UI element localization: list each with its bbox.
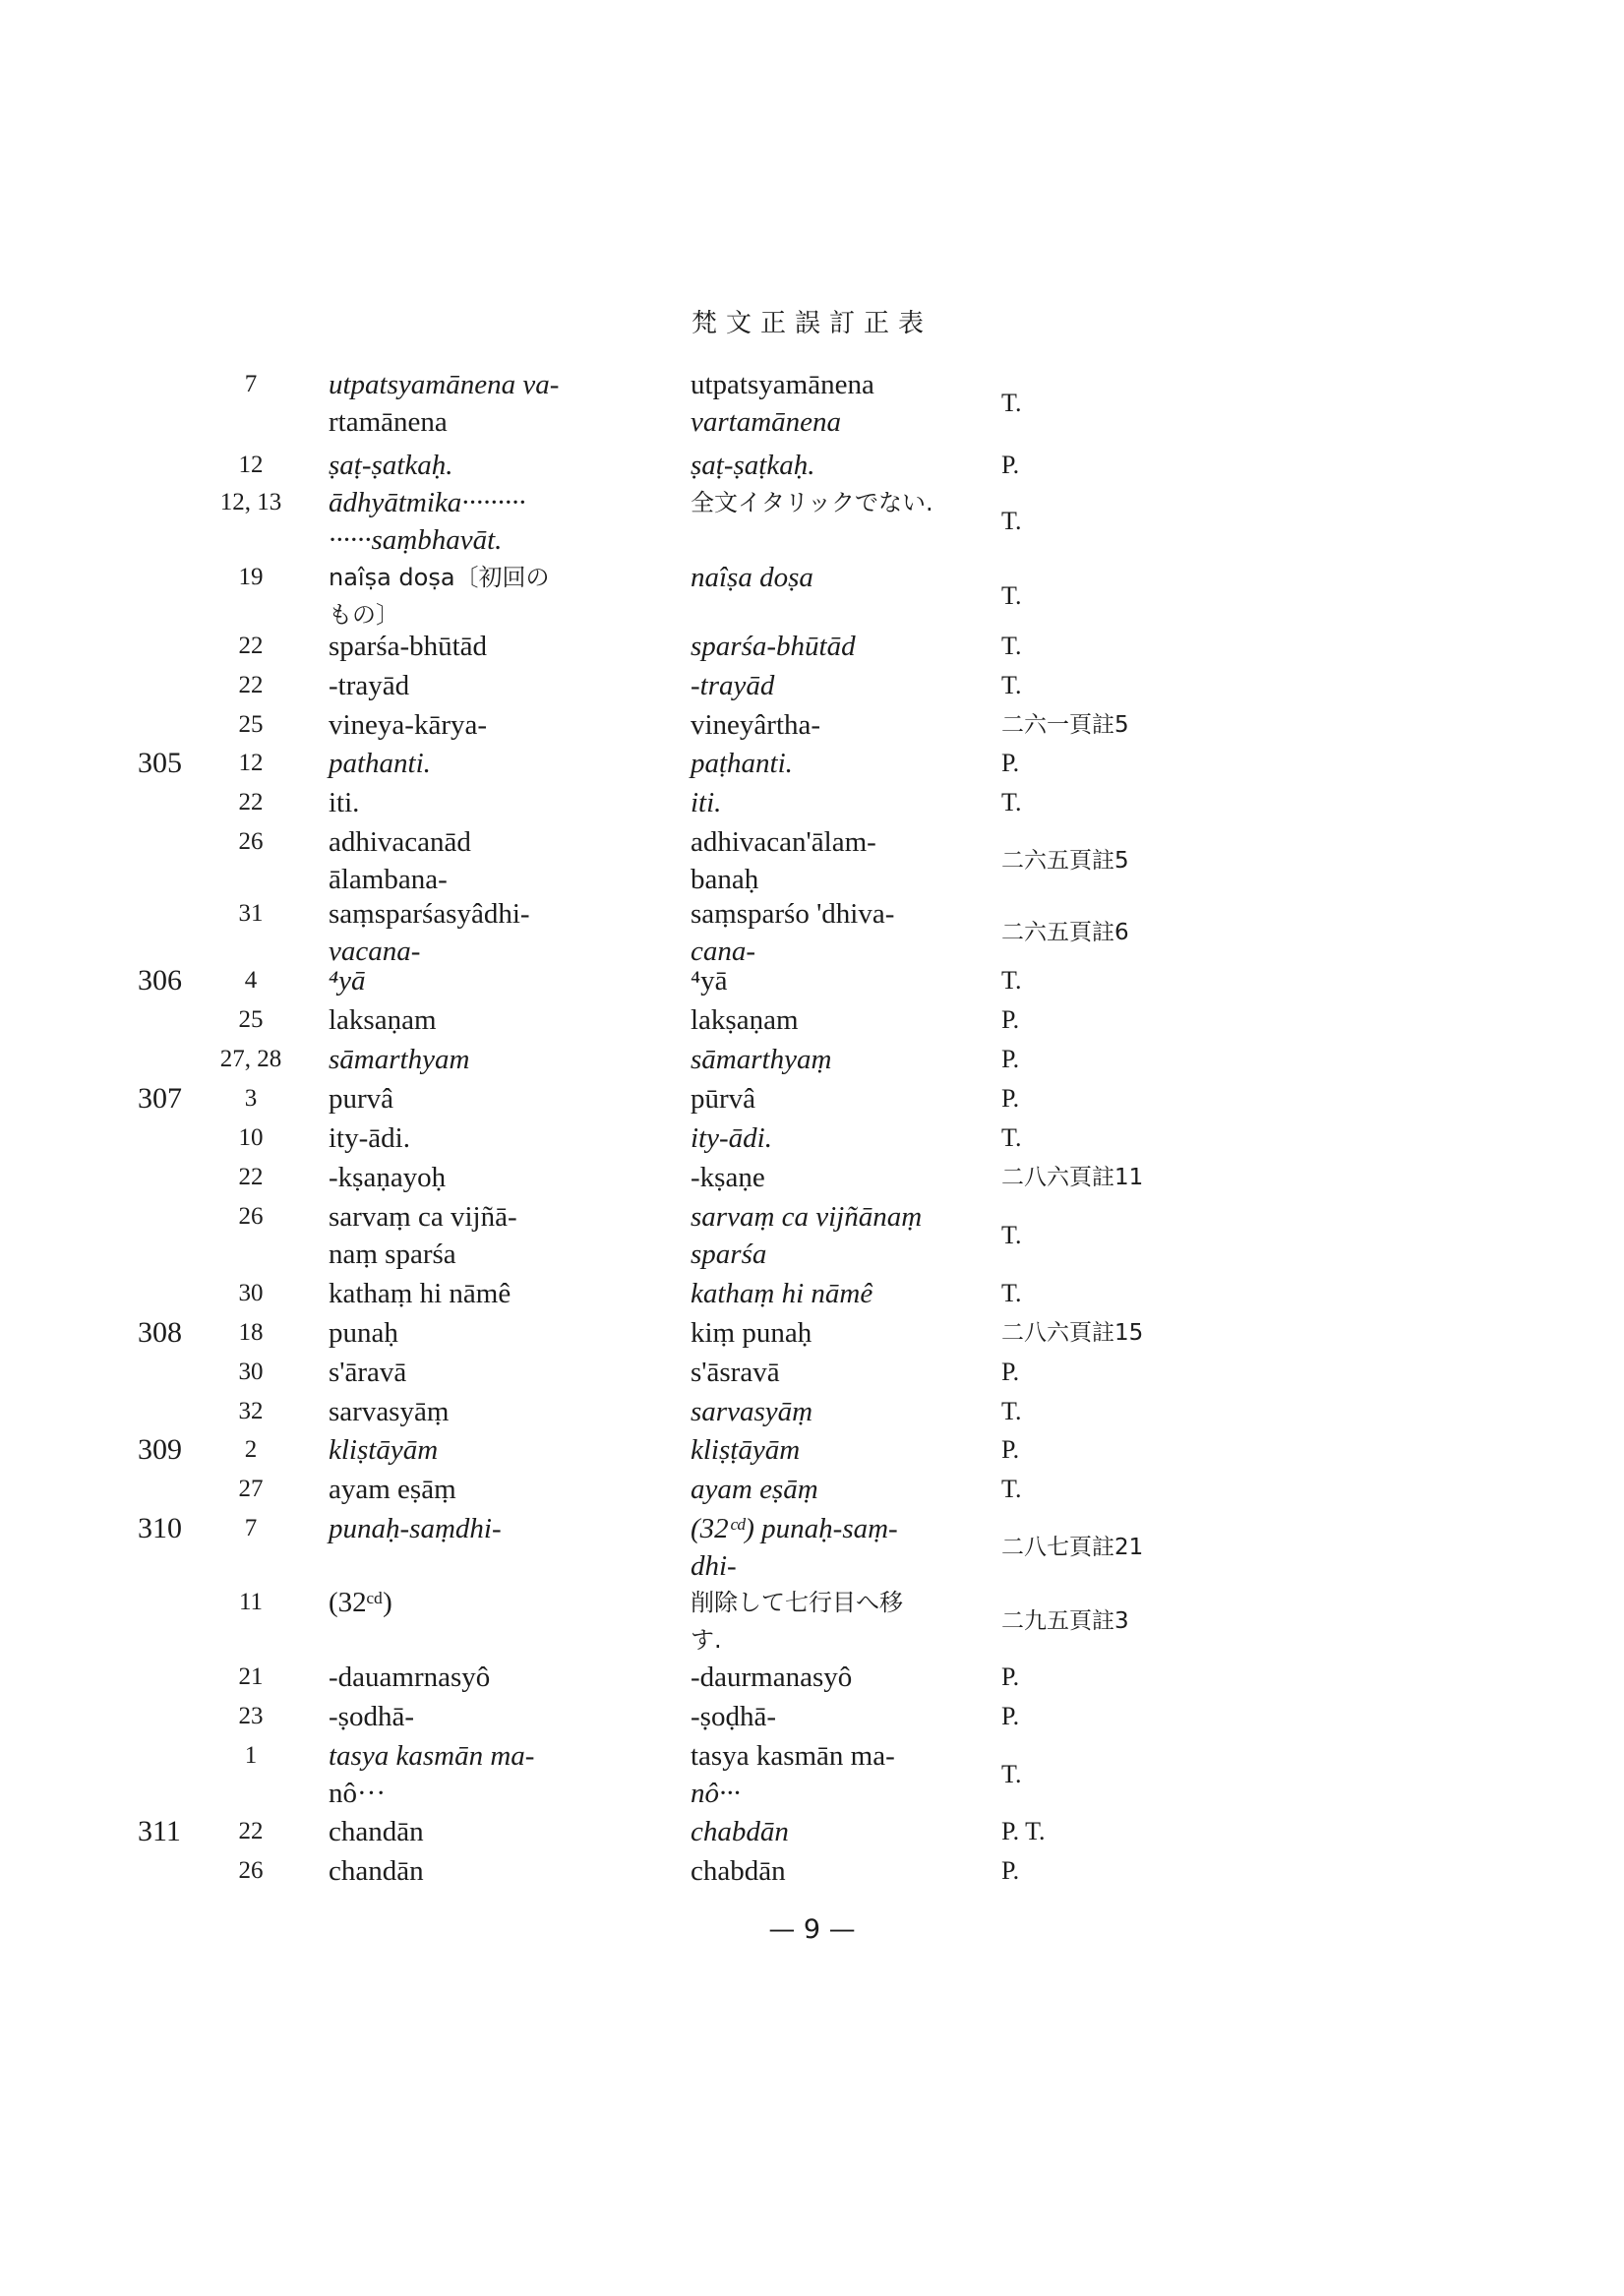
correct-text-line: ṣaṭ-ṣaṭkaḥ. <box>691 450 815 481</box>
line-ref: 22 <box>238 1818 264 1844</box>
page-ref: 311 <box>138 1815 181 1847</box>
wrong-text-line: chandān <box>329 1816 424 1847</box>
correct-text <box>691 447 986 484</box>
correct-text <box>691 667 986 704</box>
correct-text <box>691 1698 986 1735</box>
wrong-text-line: sāmarthyam <box>329 1044 470 1075</box>
source-ref: T. <box>1001 1123 1022 1152</box>
correct-text <box>691 895 986 970</box>
line-ref: 19 <box>238 564 264 590</box>
line-ref: 4 <box>244 967 258 994</box>
page-ref: 306 <box>138 964 182 997</box>
correct-text <box>691 1852 986 1890</box>
errata-row <box>0 1080 1624 1118</box>
errata-row <box>0 1001 1624 1039</box>
errata-row <box>0 784 1624 821</box>
line-ref: 7 <box>244 371 258 397</box>
line-ref: 12 <box>238 452 264 478</box>
wrong-text-line: chandān <box>329 1855 424 1887</box>
wrong-text <box>329 1698 653 1735</box>
line-ref: 11 <box>238 1589 264 1615</box>
wrong-text <box>329 706 653 744</box>
correct-text-line: tasya kasmān ma- <box>691 1740 895 1772</box>
page-number: — 9 — <box>768 1914 856 1945</box>
correct-text <box>691 1159 986 1196</box>
line-ref: 25 <box>238 711 264 738</box>
correct-text-line: 全文イタリックでない. <box>691 489 933 516</box>
wrong-text-line: saṃsparśasyâdhi- <box>329 898 530 930</box>
line-ref: 31 <box>238 900 264 927</box>
errata-row <box>0 1852 1624 1890</box>
correct-text <box>691 366 986 441</box>
source-ref: 二八六頁註15 <box>1001 1320 1144 1346</box>
line-ref: 30 <box>238 1280 264 1306</box>
correct-text-line: kliṣṭāyām <box>691 1434 801 1466</box>
wrong-text-line: iti. <box>329 787 360 818</box>
source-ref: P. <box>1001 451 1020 479</box>
correct-text-line: kiṃ punaḥ <box>691 1317 812 1349</box>
wrong-text <box>329 1393 653 1430</box>
page-ref: 307 <box>138 1082 182 1115</box>
line-ref: 10 <box>238 1124 264 1151</box>
line-ref: 22 <box>238 672 264 698</box>
wrong-text <box>329 1080 653 1118</box>
errata-row <box>0 1584 1624 1659</box>
wrong-text-line: punaḥ <box>329 1317 398 1349</box>
correct-text-line: -ṣoḍhā- <box>691 1701 776 1732</box>
line-ref: 30 <box>238 1359 264 1385</box>
wrong-text-line: ity-ādi. <box>329 1122 410 1154</box>
source-ref: P. <box>1001 1856 1020 1885</box>
correct-text-line: sāmarthyaṃ <box>691 1044 832 1075</box>
wrong-text-line: purvâ <box>329 1083 394 1115</box>
errata-row <box>0 1198 1624 1273</box>
wrong-text <box>329 1510 653 1547</box>
line-ref: 25 <box>238 1006 264 1033</box>
errata-row <box>0 366 1624 441</box>
source-ref: 二九五頁註3 <box>1001 1608 1129 1634</box>
wrong-text <box>329 1354 653 1391</box>
wrong-text <box>329 366 653 441</box>
correct-text-line: paṭhanti. <box>691 748 793 779</box>
line-ref: 26 <box>238 828 264 855</box>
correct-text-line: sparśa <box>691 1239 767 1270</box>
wrong-text <box>329 667 653 704</box>
wrong-text <box>329 1198 653 1273</box>
line-ref: 3 <box>244 1085 258 1112</box>
correct-text-line: saṃsparśo 'dhiva- <box>691 898 895 930</box>
wrong-text <box>329 447 653 484</box>
correct-text-line: kathaṃ hi nāmê <box>691 1278 873 1309</box>
page-ref: 310 <box>138 1512 182 1544</box>
correct-text-line: (32ᶜᵈ) punaḥ-saṃ- <box>691 1513 898 1544</box>
correct-text-line: sarvaṃ ca vijñānaṃ <box>691 1201 923 1233</box>
correct-text <box>691 559 986 596</box>
wrong-text <box>329 628 653 665</box>
errata-row <box>0 1431 1624 1469</box>
source-ref: P. <box>1001 749 1020 777</box>
wrong-text-line: adhivacanād <box>329 826 471 858</box>
wrong-text-line: kliṣtāyām <box>329 1434 439 1466</box>
correct-text <box>691 1471 986 1508</box>
line-ref: 12 <box>238 750 264 776</box>
wrong-text-line: (32ᶜᵈ) <box>329 1587 392 1618</box>
errata-row <box>0 823 1624 898</box>
wrong-text-line: vacana- <box>329 936 421 967</box>
errata-row <box>0 447 1624 484</box>
wrong-text <box>329 1737 653 1812</box>
wrong-text-line: rtamānena <box>329 406 448 438</box>
errata-row <box>0 1813 1624 1850</box>
errata-row <box>0 1393 1624 1430</box>
correct-text <box>691 1001 986 1039</box>
correct-text <box>691 706 986 744</box>
source-ref: T. <box>1001 671 1022 699</box>
errata-row <box>0 1119 1624 1157</box>
errata-row <box>0 1041 1624 1078</box>
wrong-text-line: naîṣa doṣa〔初回の <box>329 564 550 591</box>
wrong-text <box>329 1584 653 1621</box>
correct-text-line: ity-ādi. <box>691 1122 772 1154</box>
errata-row <box>0 484 1624 559</box>
wrong-text-line: tasya kasmān ma- <box>329 1740 535 1772</box>
source-ref: P. <box>1001 1005 1020 1034</box>
errata-row <box>0 745 1624 782</box>
correct-text-line: vartamānena <box>691 406 842 438</box>
correct-text <box>691 1354 986 1391</box>
wrong-text-line: naṃ sparśa <box>329 1239 456 1270</box>
wrong-text <box>329 962 653 999</box>
correct-text-line: banaḥ <box>691 864 759 895</box>
source-ref: T. <box>1001 507 1022 535</box>
correct-text-line: lakṣaṇam <box>691 1004 799 1036</box>
correct-text <box>691 628 986 665</box>
wrong-text-line: -kṣaṇayoḥ <box>329 1162 447 1193</box>
errata-row <box>0 1510 1624 1585</box>
wrong-text-line: もの〕 <box>329 601 399 629</box>
source-ref: T. <box>1001 1760 1022 1788</box>
correct-text-line: cana- <box>691 936 756 967</box>
correct-text-line: utpatsyamānena <box>691 369 874 400</box>
correct-text-line: adhivacan'ālam- <box>691 826 876 858</box>
errata-row <box>0 1471 1624 1508</box>
source-ref: T. <box>1001 966 1022 995</box>
source-ref: P. T. <box>1001 1817 1046 1845</box>
errata-row <box>0 628 1624 665</box>
correct-text <box>691 1275 986 1312</box>
wrong-text-line: laksaṇam <box>329 1004 437 1036</box>
correct-text <box>691 1119 986 1157</box>
wrong-text <box>329 1275 653 1312</box>
wrong-text-line: ······saṃbhavāt. <box>329 524 503 556</box>
wrong-text-line: sarvaṃ ca vijñā- <box>329 1201 517 1233</box>
source-ref: T. <box>1001 632 1022 660</box>
line-ref: 22 <box>238 789 264 816</box>
wrong-text <box>329 1852 653 1890</box>
source-ref: P. <box>1001 1045 1020 1073</box>
line-ref: 23 <box>238 1703 264 1729</box>
line-ref: 22 <box>238 1164 264 1190</box>
correct-text-line: -kṣaṇe <box>691 1162 765 1193</box>
source-ref: 二六五頁註5 <box>1001 848 1129 874</box>
correct-text <box>691 1431 986 1469</box>
wrong-text-line: ālambana- <box>329 864 448 895</box>
source-ref: T. <box>1001 1221 1022 1249</box>
wrong-text <box>329 895 653 970</box>
source-ref: T. <box>1001 1279 1022 1307</box>
wrong-text-line: -ṣodhā- <box>329 1701 414 1732</box>
correct-text <box>691 1584 986 1659</box>
correct-text <box>691 1080 986 1118</box>
correct-text-line: sarvasyāṃ <box>691 1396 813 1427</box>
wrong-text-line: ⁴yā <box>329 965 366 997</box>
line-ref: 27, 28 <box>219 1046 282 1072</box>
wrong-text-line: vineya-kārya- <box>329 709 488 741</box>
wrong-text <box>329 1431 653 1469</box>
source-ref: 二六一頁註5 <box>1001 712 1129 738</box>
errata-row <box>0 1354 1624 1391</box>
correct-text <box>691 1813 986 1850</box>
line-ref: 1 <box>244 1742 258 1769</box>
source-ref: P. <box>1001 1084 1020 1113</box>
correct-text-line: chabdān <box>691 1816 789 1847</box>
correct-text-line: chabdān <box>691 1855 786 1887</box>
line-ref: 22 <box>238 633 264 659</box>
line-ref: 26 <box>238 1857 264 1884</box>
wrong-text <box>329 784 653 821</box>
correct-text <box>691 1041 986 1078</box>
correct-text <box>691 1737 986 1812</box>
wrong-text-line: ādhyātmika········· <box>329 487 526 518</box>
line-ref: 27 <box>238 1476 264 1502</box>
line-ref: 7 <box>244 1515 258 1541</box>
wrong-text <box>329 484 653 559</box>
wrong-text-line: utpatsyamānena va- <box>329 369 560 400</box>
errata-row <box>0 1159 1624 1196</box>
errata-row <box>0 1737 1624 1812</box>
source-ref: T. <box>1001 389 1022 417</box>
correct-text-line: naîṣa doṣa <box>691 562 813 593</box>
line-ref: 26 <box>238 1203 264 1230</box>
wrong-text <box>329 1659 653 1696</box>
source-ref: P. <box>1001 1358 1020 1386</box>
wrong-text <box>329 559 653 634</box>
errata-row <box>0 1659 1624 1696</box>
correct-text <box>691 962 986 999</box>
wrong-text <box>329 1813 653 1850</box>
line-ref: 2 <box>244 1436 258 1463</box>
source-ref: T. <box>1001 1397 1022 1425</box>
correct-text-line: nô··· <box>691 1778 741 1809</box>
correct-text <box>691 745 986 782</box>
correct-text-line: dhi- <box>691 1550 737 1582</box>
source-ref: 二六五頁註6 <box>1001 920 1129 945</box>
source-ref: T. <box>1001 1475 1022 1503</box>
line-ref: 21 <box>238 1663 264 1690</box>
errata-row <box>0 962 1624 999</box>
errata-row <box>0 706 1624 744</box>
correct-text <box>691 1314 986 1352</box>
correct-text-line: -daurmanasyô <box>691 1662 853 1693</box>
errata-row <box>0 1275 1624 1312</box>
errata-row <box>0 1698 1624 1735</box>
page-ref: 308 <box>138 1316 182 1349</box>
correct-text <box>691 1510 986 1585</box>
errata-row <box>0 559 1624 634</box>
source-ref: 二八七頁註21 <box>1001 1535 1144 1560</box>
correct-text-line: s'āsravā <box>691 1357 780 1388</box>
source-ref: P. <box>1001 1435 1020 1464</box>
wrong-text-line: -trayād <box>329 670 410 701</box>
correct-text-line: iti. <box>691 787 722 818</box>
wrong-text-line: pathanti. <box>329 748 431 779</box>
correct-text <box>691 1393 986 1430</box>
wrong-text-line: s'āravā <box>329 1357 407 1388</box>
wrong-text <box>329 823 653 898</box>
line-ref: 12, 13 <box>219 489 282 515</box>
wrong-text <box>329 1119 653 1157</box>
line-ref: 18 <box>238 1319 264 1346</box>
correct-text <box>691 784 986 821</box>
correct-text-line: ayam eṣāṃ <box>691 1474 818 1505</box>
correct-text-line: pūrvâ <box>691 1083 756 1115</box>
line-ref: 32 <box>238 1398 264 1424</box>
correct-text-line: 削除して七行目へ移 <box>691 1589 903 1616</box>
wrong-text-line: punaḥ-saṃdhi- <box>329 1513 502 1544</box>
wrong-text-line: sarvasyāṃ <box>329 1396 450 1427</box>
correct-text <box>691 484 986 521</box>
wrong-text <box>329 1159 653 1196</box>
wrong-text-line: sparśa-bhūtād <box>329 631 488 662</box>
source-ref: T. <box>1001 581 1022 610</box>
wrong-text <box>329 745 653 782</box>
errata-row <box>0 1314 1624 1352</box>
correct-text <box>691 823 986 898</box>
page-ref: 305 <box>138 747 182 779</box>
errata-row <box>0 895 1624 970</box>
wrong-text <box>329 1041 653 1078</box>
errata-row <box>0 667 1624 704</box>
wrong-text <box>329 1471 653 1508</box>
source-ref: P. <box>1001 1702 1020 1730</box>
wrong-text-line: ayam eṣāṃ <box>329 1474 456 1505</box>
correct-text <box>691 1659 986 1696</box>
correct-text-line: vineyârtha- <box>691 709 821 741</box>
source-ref: 二八六頁註11 <box>1001 1165 1144 1190</box>
source-ref: P. <box>1001 1662 1020 1691</box>
page-title: 梵文正誤訂正表 <box>691 309 932 338</box>
wrong-text <box>329 1314 653 1352</box>
wrong-text-line: kathaṃ hi nāmê <box>329 1278 511 1309</box>
correct-text-line: ⁴yā <box>691 965 728 997</box>
source-ref: T. <box>1001 788 1022 816</box>
correct-text-line: -trayād <box>691 670 775 701</box>
correct-text <box>691 1198 986 1273</box>
correct-text-line: す. <box>691 1626 722 1654</box>
wrong-text-line: -dauamrnasyô <box>329 1662 491 1693</box>
page-ref: 309 <box>138 1433 182 1466</box>
wrong-text-line: ṣaṭ-ṣatkaḥ. <box>329 450 453 481</box>
correct-text-line: sparśa-bhūtād <box>691 631 856 662</box>
wrong-text-line: nô··· <box>329 1778 386 1809</box>
wrong-text <box>329 1001 653 1039</box>
